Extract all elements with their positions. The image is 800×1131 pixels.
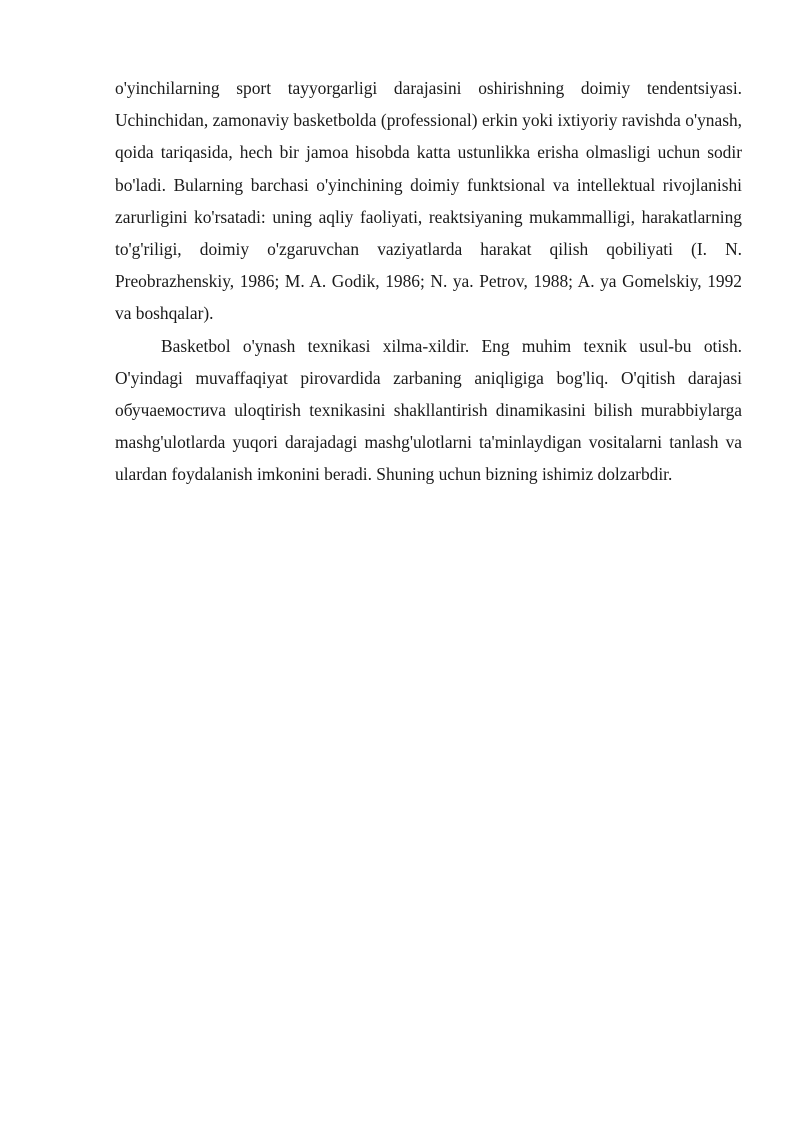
document-body: [115, 72, 742, 491]
paragraph-basketball-technique: Basketbol o'ynash texnikasi xilma-xildir. Eng muhim texnik usul-bu otish. O'yindagi muvaffaqiyat pirovardida zarbaning aniqligiga bog'liq. O'qitish darajasi обучаемостиva uloqtirish texnikasini shakllantirish dinamikasini bilish murabbiylarga mashg'ulotlarda yuqori darajadagi mashg'ulotlarni ta'minlaydigan vositalarni tanlash va ulardan foydalanish imkonini beradi. Shuning uchun bizning ishimiz dolzarbdir.: [115, 335, 742, 485]
paragraph-continuation: o'yinchilarning sport tayyorgarligi darajasini oshirishning doimiy tendentsiyasi. Uchinchidan, zamonaviy basketbolda (professional) erkin yoki ixtiyoriy ravishda o'ynash, qoida tariqasida, hech bir jamoa hisobda katta ustunlikka erisha olmasligi uchun sodir bo'ladi. Bularning barchasi o'yinchining doimiy funktsional va intellektual rivojlanishi zarurligini ko'rsatadi: uning aqliy faoliyati, reaktsiyaning mukammalligi, harakatlarning to'g'riligi, doimiy o'zgaruvchan vaziyatlarda harakat qilish qobiliyati (I. N. Preobrazhenskiy, 1986; M. A. Godik, 1986; N. ya. Petrov, 1988; A. ya Gomelskiy, 1992 va boshqalar).: [115, 78, 742, 324]
